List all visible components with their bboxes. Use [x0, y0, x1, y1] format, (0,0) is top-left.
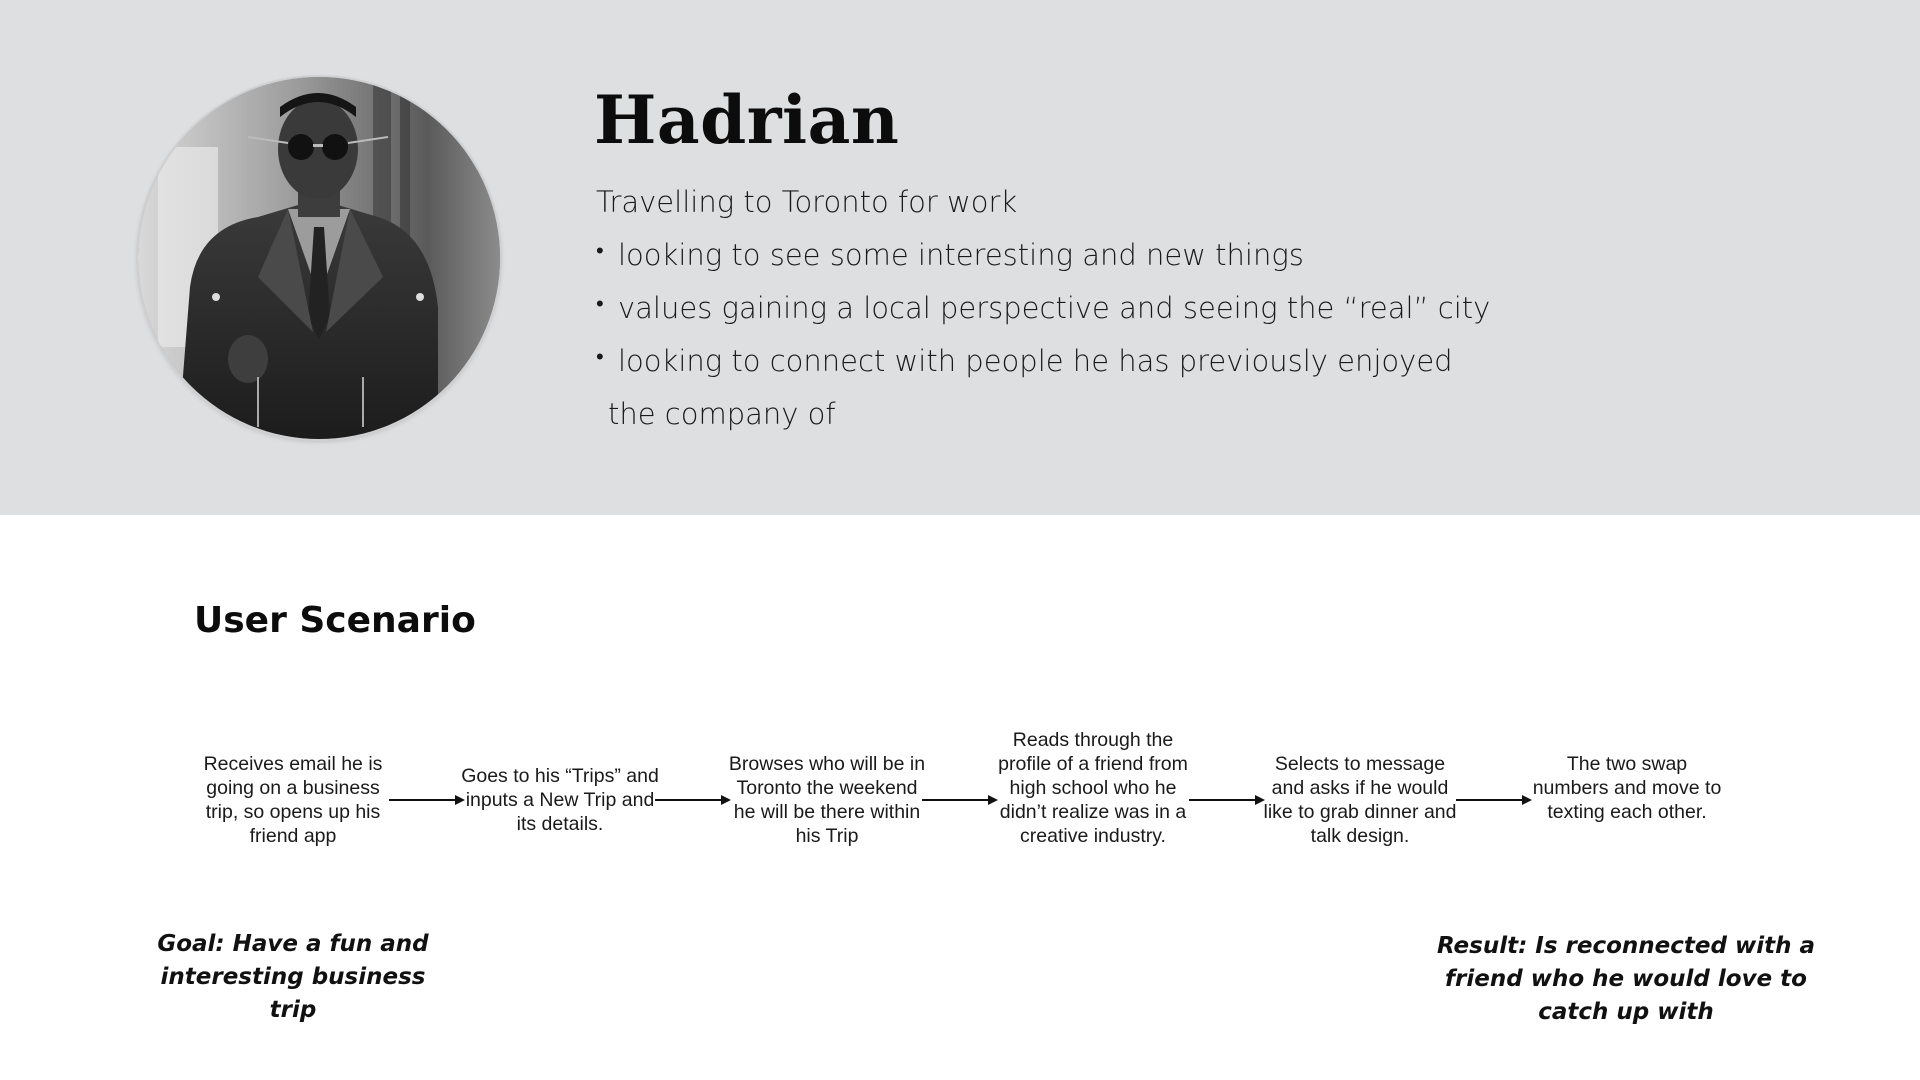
- arrow-right-icon: [655, 793, 731, 807]
- bullet-text: looking to connect with people he has previously enjoyed: [618, 344, 1453, 378]
- scenario-result: Result: Is reconnected with a friend who he would love to catch up with: [1436, 933, 1816, 1025]
- scenario-step: Browses who will be in Toronto the weekend he will be there within his Trip: [728, 753, 926, 847]
- arrow-right-icon: [1456, 793, 1532, 807]
- persona-description: [596, 176, 1496, 441]
- bullet-continuation: the company of: [608, 397, 836, 431]
- arrow-right-icon: [389, 793, 465, 807]
- scenario-step: The two swap numbers and move to texting each other.: [1532, 753, 1722, 823]
- bullet-icon: •: [596, 239, 604, 264]
- avatar-photo: [138, 77, 500, 439]
- scenario-goal: Goal: Have a fun and interesting business trip: [157, 931, 429, 1023]
- persona-bullet: [596, 229, 1496, 282]
- bullet-icon: •: [596, 345, 604, 370]
- scenario-step: Selects to message and asks if he would like to grab dinner and talk design.: [1263, 753, 1457, 847]
- section-title: User Scenario: [194, 600, 476, 641]
- persona-bullet: [596, 335, 1496, 388]
- scenario-step: Goes to his “Trips” and inputs a New Trip and its details.: [461, 765, 659, 835]
- bullet-text: values gaining a local perspective and seeing the “real” city: [618, 291, 1491, 325]
- persona-headline: Travelling to Toronto for work: [596, 185, 1018, 219]
- bullet-text: looking to see some interesting and new things: [618, 238, 1304, 272]
- scenario-step: Reads through the profile of a friend from high school who he didn’t realize was in a creative industry.: [998, 729, 1188, 847]
- avatar: [138, 77, 500, 439]
- scenario-step: Receives email he is going on a business trip, so opens up his friend app: [203, 753, 383, 847]
- arrow-right-icon: [922, 793, 998, 807]
- bullet-icon: •: [596, 292, 604, 317]
- persona-bullet: [596, 282, 1496, 335]
- scenario-flow: [0, 720, 1920, 880]
- persona-name: Hadrian: [594, 81, 900, 159]
- arrow-right-icon: [1189, 793, 1265, 807]
- persona-header-band: [0, 0, 1920, 515]
